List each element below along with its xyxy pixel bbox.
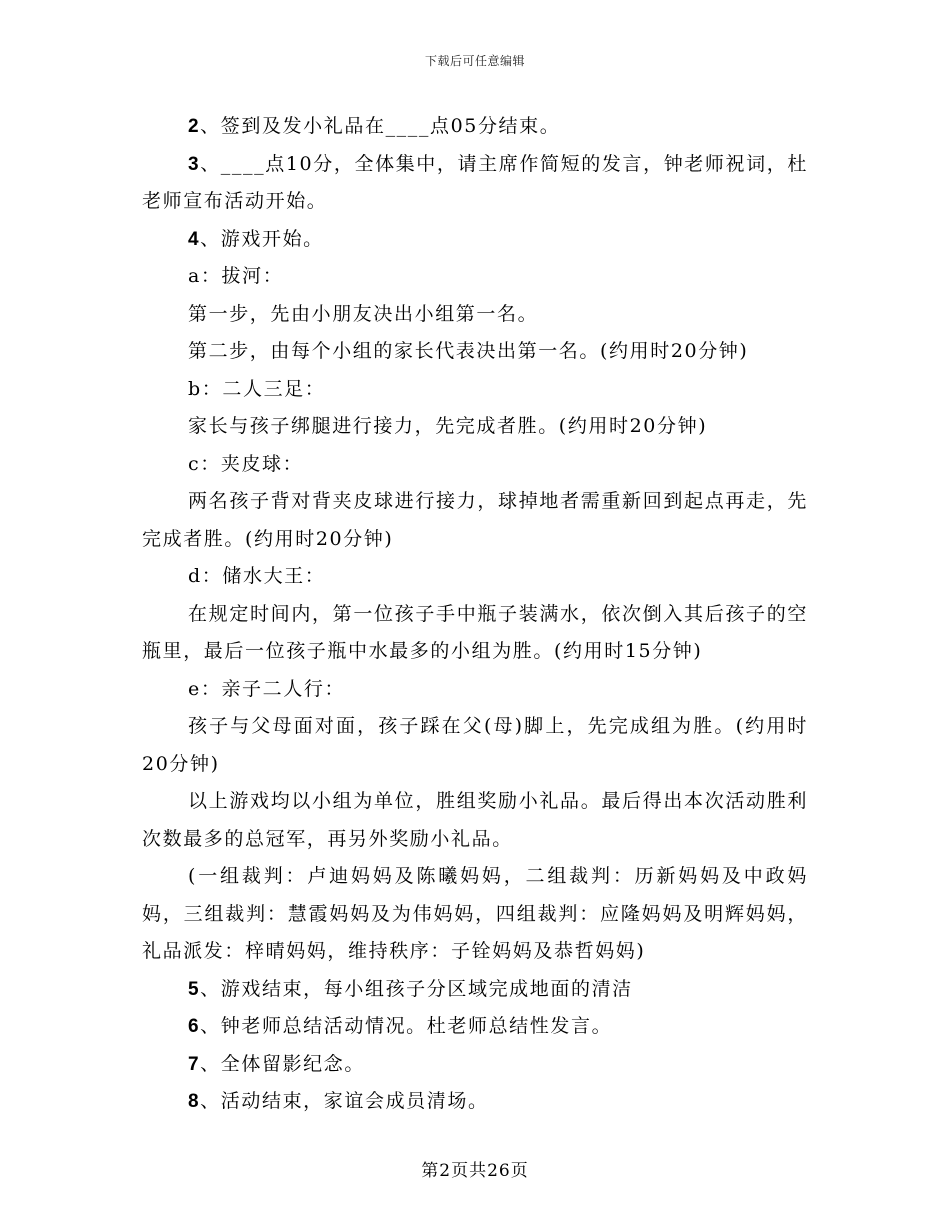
step-number: 7: [188, 1053, 201, 1075]
step-text: 、签到及发小礼品在____点05分结束。: [200, 115, 561, 137]
game-b-rule: 家长与孩子绑腿进行接力，先完成者胜。(约用时20分钟): [188, 415, 708, 437]
game-e-title: e：亲子二人行：: [188, 677, 346, 700]
step-text: 、游戏结束，每小组孩子分区域完成地面的清洁: [200, 977, 633, 1000]
game-a-step-2: 第二步，由每个小组的家长代表决出第一名。(约用时20分钟): [188, 340, 749, 362]
game-d-title: d：储水大王：: [188, 565, 326, 587]
step-number: 5: [188, 978, 201, 1000]
step-number: 6: [188, 1016, 201, 1037]
awards-note: 以上游戏均以小组为单位，胜组奖励小礼品。最后得出本次活动胜利次数最多的总冠军，再另外奖励小礼品。: [142, 790, 808, 850]
page-header: 下载后可任意编辑: [424, 54, 525, 68]
step-text: 、全体留影纪念。: [200, 1052, 365, 1075]
step-number: 2: [188, 116, 201, 137]
step-number: 8: [188, 1091, 201, 1112]
page-footer: 第2页共26页: [421, 1161, 529, 1181]
step-text: 、钟老师总结活动情况。杜老师总结性发言。: [200, 1015, 613, 1037]
document-body: [142, 108, 808, 1121]
step-8: [142, 1083, 808, 1121]
step-text: 、游戏开始。: [200, 227, 324, 250]
game-a-step-1: 第一步，先由小朋友决出小组第一名。: [188, 302, 539, 325]
step-3: [142, 146, 808, 221]
game-b-title: b：二人三足：: [188, 377, 326, 400]
step-4: [142, 221, 808, 259]
referees-note: (一组裁判：卢迪妈妈及陈曦妈妈，二组裁判：历新妈妈及中政妈妈，三组裁判：慧霞妈妈及为伟妈妈，四组裁判：应隆妈妈及明辉妈妈，礼品派发：梓晴妈妈，维持秩序：子铨妈妈及恭哲妈妈): [142, 865, 808, 962]
game-c-title: c：夹皮球：: [188, 452, 304, 475]
step-6: [142, 1008, 808, 1046]
step-text: 、____点10分，全体集中，请主席作简短的发言，钟老师祝词，杜老师宣布活动开始。: [142, 152, 808, 212]
game-a-title: a：拔河：: [188, 265, 284, 287]
step-2: [142, 108, 808, 146]
game-d-rule: 在规定时间内，第一位孩子手中瓶子装满水，依次倒入其后孩子的空瓶里，最后一位孩子瓶中水最多的小组为胜。(约用时15分钟): [142, 602, 808, 662]
game-e-rule: 孩子与父母面对面，孩子踩在父(母)脚上，先完成组为胜。(约用时20分钟): [142, 715, 808, 775]
game-c-rule: 两名孩子背对背夹皮球进行接力，球掉地者需重新回到起点再走，先完成者胜。(约用时20分钟): [142, 490, 808, 550]
step-text: 、活动结束，家谊会成员清场。: [200, 1090, 489, 1112]
step-number: 4: [188, 228, 201, 250]
step-5: [142, 971, 808, 1009]
step-number: 3: [188, 153, 201, 175]
step-7: [142, 1046, 808, 1084]
